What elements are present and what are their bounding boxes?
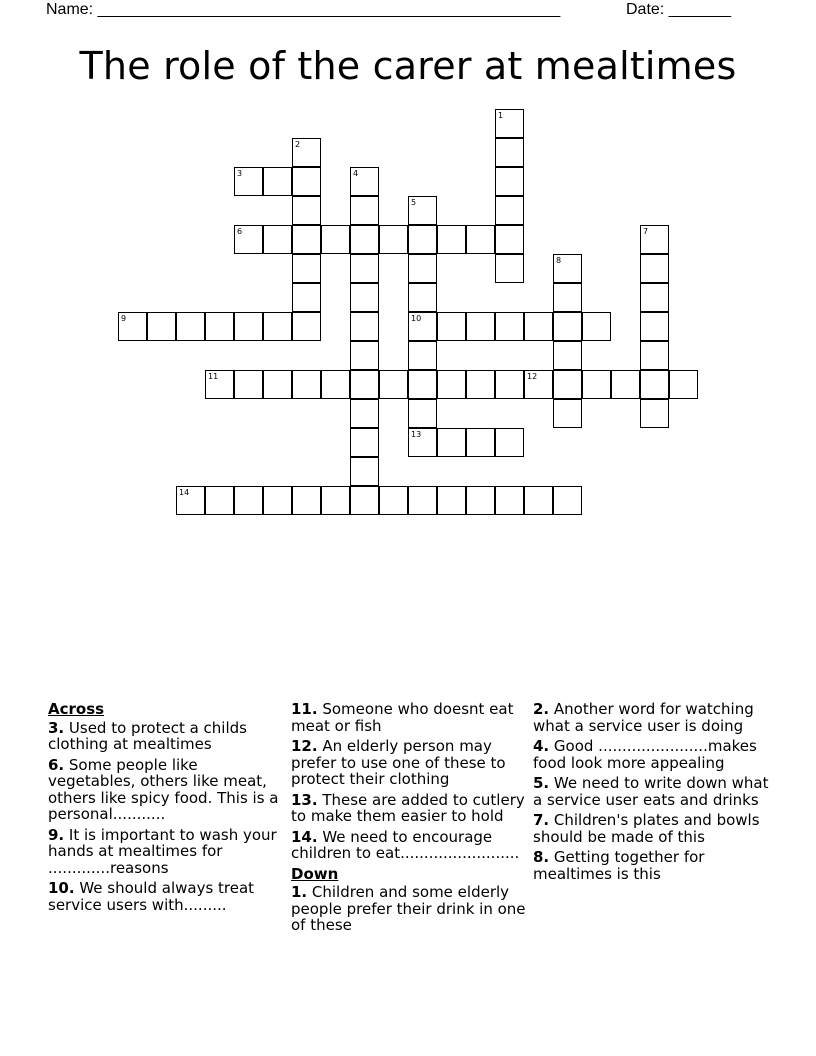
crossword-cell[interactable] xyxy=(524,312,553,341)
crossword-cell[interactable] xyxy=(350,428,379,457)
crossword-cell[interactable] xyxy=(205,370,234,399)
crossword-cell[interactable] xyxy=(408,486,437,515)
crossword-cell[interactable] xyxy=(524,370,553,399)
clue-down-5: 5. We need to write down what a service user eats and drinks xyxy=(533,774,769,809)
crossword-cell[interactable] xyxy=(408,341,437,370)
clues-column-2 xyxy=(291,701,527,938)
crossword-cell[interactable] xyxy=(408,283,437,312)
clue-across-9: 9. It is important to wash your hands at mealtimes for .............reasons xyxy=(48,825,277,877)
crossword-cell[interactable] xyxy=(640,312,669,341)
crossword-cell[interactable] xyxy=(640,399,669,428)
crossword-cell[interactable] xyxy=(466,225,495,254)
crossword-cell[interactable] xyxy=(582,370,611,399)
page-title: The role of the carer at mealtimes xyxy=(79,44,737,88)
clue-number: 11 xyxy=(208,372,219,381)
crossword-cell[interactable] xyxy=(176,486,205,515)
crossword-cell[interactable] xyxy=(640,341,669,370)
name-field-label: Name: ____________________________________________________ xyxy=(46,1,561,18)
crossword-cell[interactable] xyxy=(495,254,524,283)
crossword-cell[interactable] xyxy=(466,370,495,399)
crossword-cell[interactable] xyxy=(234,167,263,196)
crossword-cell[interactable] xyxy=(553,283,582,312)
clue-across-3: 3. Used to protect a childs clothing at mealtimes xyxy=(48,718,247,753)
crossword-cell[interactable] xyxy=(379,225,408,254)
crossword-cell[interactable] xyxy=(292,370,321,399)
crossword-cell[interactable] xyxy=(495,196,524,225)
clue-number: 13 xyxy=(411,430,422,439)
crossword-cell[interactable] xyxy=(350,254,379,283)
crossword-cell[interactable] xyxy=(640,283,669,312)
clue-down-7: 7. Children's plates and bowls should be made of this xyxy=(533,811,760,846)
clue-across-14: 14. We need to encourage children to eat......................... xyxy=(291,827,520,862)
across-heading: Across xyxy=(48,700,105,718)
clue-number: 10 xyxy=(411,314,422,323)
clue-number: 3 xyxy=(237,169,243,178)
clues-column-1 xyxy=(48,701,284,917)
crossword-cell[interactable] xyxy=(350,399,379,428)
clue-across-10: 10. We should always treat service users with......... xyxy=(48,879,255,914)
crossword-cell[interactable] xyxy=(495,370,524,399)
crossword-cell[interactable] xyxy=(495,428,524,457)
clue-across-11: 11. Someone who doesnt eat meat or fish xyxy=(291,700,514,735)
crossword-cell[interactable] xyxy=(263,312,292,341)
crossword-cell[interactable] xyxy=(553,370,582,399)
crossword-cell[interactable] xyxy=(292,312,321,341)
clue-number: 6 xyxy=(237,227,243,236)
crossword-cell[interactable] xyxy=(466,312,495,341)
crossword-cell[interactable] xyxy=(611,370,640,399)
clue-number: 4 xyxy=(353,169,359,178)
crossword-cell[interactable] xyxy=(582,312,611,341)
clue-number: 9 xyxy=(121,314,127,323)
crossword-cell[interactable] xyxy=(234,370,263,399)
crossword-cell[interactable] xyxy=(408,370,437,399)
crossword-cell[interactable] xyxy=(437,428,466,457)
clue-number: 8 xyxy=(556,256,562,265)
crossword-cell[interactable] xyxy=(205,312,234,341)
crossword-cell[interactable] xyxy=(292,138,321,167)
crossword-cell[interactable] xyxy=(147,312,176,341)
crossword-cell[interactable] xyxy=(553,486,582,515)
clue-number: 5 xyxy=(411,198,417,207)
crossword-cell[interactable] xyxy=(640,370,669,399)
crossword-cell[interactable] xyxy=(292,254,321,283)
crossword-cell[interactable] xyxy=(495,167,524,196)
crossword-cell[interactable] xyxy=(379,370,408,399)
clue-down-8: 8. Getting together for mealtimes is this xyxy=(533,848,705,883)
crossword-cell[interactable] xyxy=(640,254,669,283)
crossword-cell[interactable] xyxy=(495,312,524,341)
crossword-cell[interactable] xyxy=(408,254,437,283)
crossword-cell[interactable] xyxy=(408,196,437,225)
crossword-cell[interactable] xyxy=(321,225,350,254)
crossword-cell[interactable] xyxy=(234,486,263,515)
crossword-cell[interactable] xyxy=(234,312,263,341)
crossword-cell[interactable] xyxy=(234,225,263,254)
crossword-cell[interactable] xyxy=(495,225,524,254)
crossword-cell[interactable] xyxy=(292,486,321,515)
clue-number: 14 xyxy=(179,488,190,497)
crossword-cell[interactable] xyxy=(437,225,466,254)
crossword-cell[interactable] xyxy=(205,486,234,515)
crossword-cell[interactable] xyxy=(350,457,379,486)
crossword-cell[interactable] xyxy=(350,312,379,341)
clue-number: 12 xyxy=(527,372,538,381)
crossword-cell[interactable] xyxy=(437,486,466,515)
crossword-cell[interactable] xyxy=(263,225,292,254)
crossword-cell[interactable] xyxy=(350,283,379,312)
crossword-cell[interactable] xyxy=(553,254,582,283)
clue-down-1: 1. Children and some elderly people prefer their drink in one of these xyxy=(291,883,526,934)
clue-number: 1 xyxy=(498,111,504,120)
crossword-cell[interactable] xyxy=(437,370,466,399)
crossword-cell[interactable] xyxy=(379,486,408,515)
clue-across-13: 13. These are added to cutlery to make them easier to hold xyxy=(291,790,525,825)
crossword-cell[interactable] xyxy=(408,312,437,341)
crossword-cell[interactable] xyxy=(495,109,524,138)
crossword-cell[interactable] xyxy=(524,486,553,515)
crossword-cell[interactable] xyxy=(553,341,582,370)
crossword-cell[interactable] xyxy=(495,138,524,167)
crossword-cell[interactable] xyxy=(408,399,437,428)
crossword-cell[interactable] xyxy=(350,167,379,196)
crossword-cell[interactable] xyxy=(321,486,350,515)
crossword-cell[interactable] xyxy=(466,428,495,457)
crossword-cell[interactable] xyxy=(292,283,321,312)
clues-column-3 xyxy=(533,701,773,886)
crossword-cell[interactable] xyxy=(553,312,582,341)
crossword-cell[interactable] xyxy=(553,399,582,428)
crossword-cell[interactable] xyxy=(466,486,495,515)
crossword-cell[interactable] xyxy=(669,370,698,399)
crossword-cell[interactable] xyxy=(263,167,292,196)
crossword-cell[interactable] xyxy=(350,486,379,515)
crossword-cell[interactable] xyxy=(292,196,321,225)
crossword-cell[interactable] xyxy=(437,312,466,341)
clue-down-2: 2. Another word for watching what a service user is doing xyxy=(533,700,754,735)
crossword-cell[interactable] xyxy=(408,428,437,457)
clue-number: 7 xyxy=(643,227,649,236)
clue-down-4: 4. Good .......................makes food look more appealing xyxy=(533,737,757,772)
crossword-cell[interactable] xyxy=(321,370,350,399)
crossword-cell[interactable] xyxy=(176,312,205,341)
crossword-cell[interactable] xyxy=(118,312,147,341)
crossword-cell[interactable] xyxy=(292,225,321,254)
crossword-cell[interactable] xyxy=(350,225,379,254)
crossword-cell[interactable] xyxy=(350,341,379,370)
crossword-cell[interactable] xyxy=(495,486,524,515)
crossword-cell[interactable] xyxy=(640,225,669,254)
down-heading: Down xyxy=(291,864,339,883)
clue-across-6: 6. Some people like vegetables, others like meat, others like spicy food. This is a personal........... xyxy=(48,755,279,823)
clue-number: 2 xyxy=(295,140,301,149)
clue-across-12: 12. An elderly person may prefer to use one of these to protect their clothing xyxy=(291,737,506,788)
crossword-cell[interactable] xyxy=(263,486,292,515)
crossword-cell[interactable] xyxy=(292,167,321,196)
crossword-cell[interactable] xyxy=(350,196,379,225)
date-field-label: Date: _______ xyxy=(626,1,731,18)
crossword-cell[interactable] xyxy=(263,370,292,399)
crossword-cell[interactable] xyxy=(408,225,437,254)
crossword-cell[interactable] xyxy=(350,370,379,399)
